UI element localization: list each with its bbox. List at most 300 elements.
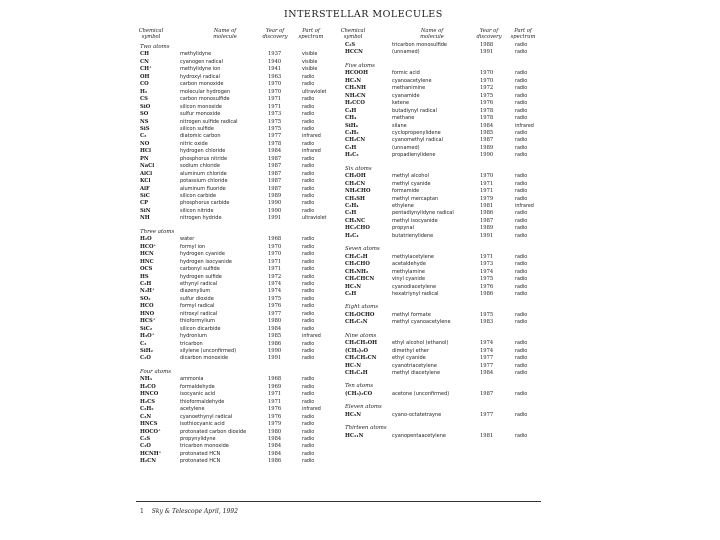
molecule-name: silane bbox=[392, 122, 407, 129]
molecule-symbol: CH₄ bbox=[345, 115, 357, 122]
spectrum-part: radio bbox=[302, 392, 315, 398]
molecule-name: hydrogen sulfide bbox=[180, 273, 222, 280]
spectrum-part: infrared bbox=[302, 334, 321, 340]
molecule-symbol: HC₉N bbox=[345, 411, 362, 418]
molecule-name: cyclopropenylidene bbox=[392, 129, 441, 136]
spectrum-part: radio bbox=[515, 269, 528, 275]
discovery-year: 1984 bbox=[268, 325, 282, 332]
discovery-year: 1987 bbox=[268, 170, 282, 177]
discovery-year: 1984 bbox=[480, 122, 494, 129]
molecule-symbol: (CH₃)₂CO bbox=[345, 390, 373, 397]
molecule-name: phosphorus carbide bbox=[180, 200, 230, 207]
discovery-year: 1975 bbox=[268, 118, 282, 125]
spectrum-part: visible bbox=[302, 59, 318, 65]
molecule-symbol: HC₅N bbox=[345, 283, 362, 290]
molecule-name: ketene bbox=[392, 100, 410, 107]
group-label: Five atoms bbox=[345, 62, 375, 69]
molecule-name: sulfur dioxide bbox=[180, 295, 214, 302]
molecule-name: molecular hydrogen bbox=[180, 88, 231, 95]
molecule-symbol: HCOOH bbox=[345, 70, 368, 77]
molecule-symbol: C₃ bbox=[140, 340, 147, 347]
spectrum-part: radio bbox=[515, 50, 528, 56]
source-date: April, 1992 bbox=[203, 508, 238, 515]
molecule-symbol: C₂O bbox=[140, 355, 151, 362]
discovery-year: 1980 bbox=[268, 318, 282, 325]
molecule-symbol: NH₂CHO bbox=[345, 188, 371, 195]
discovery-year: 1981 bbox=[480, 203, 494, 209]
molecule-name: methyl formate bbox=[392, 311, 431, 318]
molecule-name: cyanamide bbox=[392, 92, 420, 99]
molecule-name: propadienylidene bbox=[392, 152, 436, 159]
molecule-symbol: HOCO⁺ bbox=[140, 428, 161, 435]
molecule-name: hexatriynyl radical bbox=[392, 290, 439, 297]
spectrum-part: radio bbox=[515, 211, 528, 217]
molecule-symbol: C₂H₄ bbox=[345, 203, 359, 209]
discovery-year: 1986 bbox=[268, 340, 282, 347]
group-label: Seven atoms bbox=[345, 246, 380, 253]
discovery-year: 1976 bbox=[480, 283, 494, 290]
group-label: Six atoms bbox=[345, 165, 372, 172]
discovery-year: 1991 bbox=[480, 232, 494, 239]
molecule-symbol: C₂ bbox=[140, 133, 147, 140]
molecule-symbol: SiH₂ bbox=[140, 348, 153, 354]
discovery-year: 1987 bbox=[268, 163, 282, 170]
molecule-name: formyl ion bbox=[180, 243, 206, 250]
discovery-year: 1972 bbox=[480, 85, 494, 92]
group-label: Four atoms bbox=[140, 368, 171, 375]
molecule-name: protonated HCN bbox=[180, 458, 221, 465]
discovery-year: 1940 bbox=[268, 58, 282, 65]
molecule-symbol: H₃O⁺ bbox=[140, 333, 155, 340]
group-label: Nine atoms bbox=[345, 332, 377, 339]
molecule-symbol: C₂H₂ bbox=[140, 406, 154, 413]
molecule-name: silicon sulfide bbox=[180, 125, 214, 132]
spectrum-part: radio bbox=[302, 422, 315, 428]
spectrum-part: radio bbox=[302, 326, 315, 332]
molecule-name: diatomic carbon bbox=[180, 133, 221, 140]
molecule-name: water bbox=[180, 236, 195, 243]
spectrum-part: radio bbox=[515, 145, 528, 151]
spectrum-part: radio bbox=[302, 436, 315, 442]
molecule-name: sulfur monoxide bbox=[180, 111, 221, 118]
molecule-symbol: SiS bbox=[140, 125, 150, 132]
spectrum-part: radio bbox=[302, 164, 315, 170]
group-label: Two atoms bbox=[140, 44, 170, 50]
molecule-symbol: HNCS bbox=[140, 421, 158, 428]
molecule-name: silicon dicarbide bbox=[180, 325, 221, 332]
spectrum-part: radio bbox=[302, 126, 315, 132]
group-label: Eight atoms bbox=[345, 304, 378, 311]
group-label: Eleven atoms bbox=[345, 404, 382, 411]
molecule-symbol: SiN bbox=[140, 207, 151, 214]
discovery-year: 1972 bbox=[268, 273, 282, 280]
spectrum-part: radio bbox=[515, 226, 528, 232]
molecule-name: carbonyl sulfide bbox=[180, 266, 220, 273]
spectrum-part: radio bbox=[302, 451, 315, 457]
molecule-name: acetaldehyde bbox=[392, 261, 426, 268]
discovery-year: 1990 bbox=[268, 200, 282, 207]
header-name-right: Name of molecule bbox=[420, 28, 444, 40]
discovery-year: 1976 bbox=[268, 406, 282, 413]
spectrum-part: radio bbox=[515, 71, 528, 77]
molecule-symbol: N₂H⁺ bbox=[140, 288, 155, 295]
discovery-year: 1987 bbox=[268, 185, 282, 192]
discovery-year: 1971 bbox=[480, 253, 494, 260]
discovery-year: 1991 bbox=[268, 215, 282, 222]
discovery-year: 1984 bbox=[268, 148, 282, 155]
molecule-symbol: OH bbox=[140, 73, 150, 80]
header-spectrum-left: Part of spectrum bbox=[298, 28, 324, 40]
molecule-symbol: H₂C₃ bbox=[345, 152, 359, 159]
spectrum-part: radio bbox=[302, 74, 315, 80]
spectrum-part: radio bbox=[302, 179, 315, 185]
molecule-name: formyl radical bbox=[180, 303, 215, 310]
molecule-symbol: CO bbox=[140, 81, 149, 88]
spectrum-part: radio bbox=[515, 320, 528, 326]
discovery-year: 1984 bbox=[480, 370, 494, 376]
spectrum-part: infrared bbox=[515, 123, 534, 129]
discovery-year: 1976 bbox=[268, 303, 282, 310]
spectrum-part: radio bbox=[515, 277, 528, 283]
molecule-name: silicon carbide bbox=[180, 193, 217, 199]
discovery-year: 1973 bbox=[480, 261, 494, 268]
molecule-name: isothiocyanic acid bbox=[180, 421, 225, 428]
molecule-name: methyl diacetylene bbox=[392, 370, 441, 376]
discovery-year: 1975 bbox=[480, 311, 494, 318]
discovery-year: 1963 bbox=[268, 73, 282, 80]
discovery-year: 1975 bbox=[268, 125, 282, 132]
page-number: 1 bbox=[140, 508, 144, 515]
header-year-right: Year of discovery bbox=[476, 28, 502, 40]
molecule-symbol: HS bbox=[140, 273, 149, 280]
molecule-name: silicon monoxide bbox=[180, 103, 222, 110]
molecule-symbol: SO₂ bbox=[140, 295, 151, 302]
discovery-year: 1968 bbox=[268, 376, 282, 383]
discovery-year: 1991 bbox=[268, 355, 282, 362]
discovery-year: 1977 bbox=[268, 133, 282, 140]
molecule-name: dimethyl ether bbox=[392, 347, 429, 354]
discovery-year: 1990 bbox=[268, 348, 282, 354]
discovery-year: 1988 bbox=[480, 42, 494, 48]
page-title: INTERSTELLAR MOLECULES bbox=[284, 9, 443, 20]
discovery-year: 1976 bbox=[268, 413, 282, 420]
spectrum-part: radio bbox=[515, 78, 528, 84]
molecule-name: methyl isocyanide bbox=[392, 217, 438, 224]
molecule-symbol: AlCl bbox=[140, 170, 153, 177]
discovery-year: 1974 bbox=[480, 268, 494, 275]
discovery-year: 1971 bbox=[268, 258, 282, 265]
spectrum-part: radio bbox=[302, 274, 315, 280]
discovery-year: 1978 bbox=[480, 115, 494, 122]
spectrum-part: radio bbox=[302, 414, 315, 420]
spectrum-part: radio bbox=[515, 391, 528, 397]
discovery-year: 1969 bbox=[268, 383, 282, 390]
molecule-symbol: KCl bbox=[140, 178, 151, 185]
discovery-year: 1970 bbox=[480, 70, 494, 77]
molecule-symbol: C₃H₂ bbox=[345, 129, 359, 136]
spectrum-part: ultraviolet bbox=[302, 89, 327, 95]
discovery-year: 1974 bbox=[268, 288, 282, 295]
molecule-name: protonated HCN bbox=[180, 450, 221, 457]
discovery-year: 1980 bbox=[268, 428, 282, 435]
discovery-year: 1987 bbox=[268, 178, 282, 185]
molecule-symbol: NS bbox=[140, 118, 149, 125]
discovery-year: 1974 bbox=[480, 340, 494, 347]
spectrum-part: infrared bbox=[302, 149, 321, 155]
discovery-year: 1975 bbox=[480, 92, 494, 99]
molecule-symbol: C₃O bbox=[140, 443, 151, 450]
spectrum-part: radio bbox=[515, 116, 528, 122]
molecule-name: cyanopentaacetylene bbox=[392, 432, 446, 439]
molecule-name: methylidyne bbox=[180, 51, 212, 58]
molecule-symbol: CH₃C₃N bbox=[345, 319, 368, 326]
header-symbol-right: Chemical symbol bbox=[340, 28, 366, 40]
group-label: Three atoms bbox=[140, 228, 175, 235]
molecule-symbol: CH₃SH bbox=[345, 195, 365, 202]
discovery-year: 1977 bbox=[268, 310, 282, 317]
molecule-name: pentadiynylidyne radical bbox=[392, 210, 454, 217]
spectrum-part: ultraviolet bbox=[302, 216, 327, 222]
molecule-name: hydronium bbox=[180, 333, 207, 340]
molecule-name: sodium chloride bbox=[180, 163, 220, 170]
spectrum-part: radio bbox=[302, 444, 315, 450]
molecule-name: hydroxyl radical bbox=[180, 73, 220, 80]
molecule-symbol: NO bbox=[140, 140, 150, 147]
spectrum-part: radio bbox=[515, 262, 528, 268]
discovery-year: 1970 bbox=[480, 77, 494, 84]
discovery-year: 1971 bbox=[480, 180, 494, 187]
spectrum-part: radio bbox=[302, 194, 315, 199]
spectrum-part: visible bbox=[302, 52, 318, 58]
discovery-year: 1977 bbox=[480, 411, 494, 418]
molecule-name: isocyanic acid bbox=[180, 391, 216, 398]
molecule-name: methanimine bbox=[392, 85, 426, 92]
molecule-name: ethyl cyanide bbox=[392, 355, 426, 362]
spectrum-part: radio bbox=[302, 429, 315, 435]
molecule-symbol: H₂CS bbox=[140, 398, 156, 405]
molecule-symbol: HCCN bbox=[345, 49, 363, 56]
discovery-year: 1985 bbox=[480, 129, 494, 136]
molecule-name: nitroxyl radical bbox=[180, 310, 218, 317]
spectrum-part: radio bbox=[515, 291, 528, 297]
spectrum-part: infrared bbox=[515, 204, 534, 209]
discovery-year: 1978 bbox=[480, 107, 494, 114]
molecule-name: methylidyne ion bbox=[180, 66, 221, 73]
molecule-symbol: CH₂NH bbox=[345, 85, 366, 92]
molecule-name: ethylene bbox=[392, 203, 414, 209]
spectrum-part: radio bbox=[302, 289, 315, 295]
molecule-symbol: CH₃CH₂OH bbox=[345, 340, 378, 347]
spectrum-part: radio bbox=[302, 141, 315, 147]
molecule-symbol: OCS bbox=[140, 266, 153, 273]
molecule-symbol: SO bbox=[140, 111, 149, 118]
discovery-year: 1970 bbox=[268, 88, 282, 95]
spectrum-part: radio bbox=[302, 399, 315, 405]
spectrum-part: radio bbox=[302, 186, 315, 192]
discovery-year: 1971 bbox=[268, 398, 282, 405]
molecule-symbol: H₂CO bbox=[140, 383, 156, 390]
spectrum-part: radio bbox=[302, 349, 315, 354]
discovery-year: 1976 bbox=[480, 100, 494, 107]
bottom-rule bbox=[136, 501, 541, 502]
molecule-name: aluminum chloride bbox=[180, 170, 227, 177]
molecule-symbol: HC₁₁N bbox=[345, 432, 364, 439]
molecule-symbol: PN bbox=[140, 155, 149, 162]
spectrum-part: radio bbox=[515, 181, 528, 187]
molecule-name: tricarbon monoxide bbox=[180, 443, 229, 450]
molecule-symbol: HC₂CHO bbox=[345, 225, 370, 232]
molecule-symbol: CH₃OCHO bbox=[345, 311, 375, 318]
discovery-year: 1979 bbox=[480, 195, 494, 202]
molecule-symbol: C₆H bbox=[345, 290, 357, 297]
molecule-name: hydrogen chloride bbox=[180, 148, 226, 155]
molecule-name: thioformylium bbox=[180, 318, 216, 325]
spectrum-part: radio bbox=[302, 252, 315, 258]
molecule-symbol: CH₂CHCN bbox=[345, 276, 375, 283]
spectrum-part: radio bbox=[302, 156, 315, 162]
spectrum-part: infrared bbox=[302, 134, 321, 140]
molecule-name: nitric oxide bbox=[180, 140, 208, 147]
molecule-symbol: NaCl bbox=[140, 163, 155, 170]
molecule-symbol: H₂C₄ bbox=[345, 232, 359, 239]
molecule-name: dicarbon monoxide bbox=[180, 355, 229, 362]
molecule-name: butatrienylidene bbox=[392, 232, 434, 239]
molecule-name: methyl cyanide bbox=[392, 180, 431, 187]
spectrum-part: radio bbox=[302, 97, 315, 103]
spectrum-part: radio bbox=[515, 43, 528, 48]
molecule-name: acetylene bbox=[180, 406, 205, 413]
discovery-year: 1987 bbox=[480, 217, 494, 224]
molecule-symbol: CH₃C₂H bbox=[345, 253, 368, 260]
discovery-year: 1987 bbox=[480, 390, 494, 397]
molecule-symbol: H₂O bbox=[140, 236, 152, 243]
molecule-name: methyl alcohol bbox=[392, 173, 429, 180]
molecule-name: (unnamed) bbox=[392, 144, 420, 151]
molecule-symbol: HCS⁺ bbox=[140, 318, 156, 325]
molecule-name: methyl mercaptan bbox=[392, 195, 439, 202]
discovery-year: 1970 bbox=[268, 251, 282, 258]
spectrum-part: radio bbox=[302, 82, 315, 88]
spectrum-part: radio bbox=[515, 189, 528, 195]
discovery-year: 1977 bbox=[480, 355, 494, 362]
molecule-symbol: HCO⁺ bbox=[140, 243, 157, 250]
molecule-name: tricarbon monosulfide bbox=[392, 42, 447, 48]
spectrum-part: radio bbox=[302, 237, 315, 243]
molecule-symbol: (CH₃)₂O bbox=[345, 347, 369, 354]
header-name-left: Name of molecule bbox=[213, 28, 237, 40]
molecule-symbol: CS bbox=[140, 96, 148, 103]
spectrum-part: radio bbox=[302, 319, 315, 325]
molecule-name: cyanoethynyl radical bbox=[180, 413, 233, 420]
discovery-year: 1970 bbox=[480, 173, 494, 180]
discovery-year: 1978 bbox=[268, 140, 282, 147]
molecule-symbol: CP bbox=[140, 200, 149, 207]
spectrum-part: visible bbox=[302, 67, 318, 73]
discovery-year: 1984 bbox=[268, 443, 282, 450]
molecule-name: ethynyl radical bbox=[180, 280, 218, 287]
discovery-year: 1971 bbox=[268, 96, 282, 103]
molecule-symbol: NH₂CN bbox=[345, 92, 366, 99]
molecule-name: cyanotriacetylene bbox=[392, 362, 437, 369]
spectrum-part: radio bbox=[515, 233, 528, 239]
spectrum-part: radio bbox=[302, 112, 315, 118]
discovery-year: 1971 bbox=[480, 188, 494, 195]
molecule-name: carbon monoxide bbox=[180, 81, 224, 88]
molecule-symbol: SiC bbox=[140, 193, 150, 199]
spectrum-part: radio bbox=[515, 218, 528, 224]
molecule-name: cyanomethyl radical bbox=[392, 137, 443, 144]
molecule-symbol: CH₃CHO bbox=[345, 261, 370, 268]
spectrum-part: radio bbox=[515, 93, 528, 99]
discovery-year: 1971 bbox=[268, 266, 282, 273]
molecule-name: methane bbox=[392, 115, 415, 122]
molecule-name: cyanodiacetylene bbox=[392, 283, 437, 290]
molecule-name: vinyl cyanide bbox=[392, 276, 426, 283]
molecule-symbol: H₂ bbox=[140, 88, 148, 95]
molecule-symbol: CH₃NH₂ bbox=[345, 268, 369, 275]
molecule-name: hydrogen cyanide bbox=[180, 251, 225, 258]
discovery-year: 1983 bbox=[480, 319, 494, 326]
molecule-name: ammonia bbox=[180, 376, 204, 383]
discovery-year: 1989 bbox=[268, 193, 282, 199]
source-credit: Sky & Telescope bbox=[151, 508, 203, 515]
header-spectrum-right: Part of spectrum bbox=[510, 28, 536, 40]
molecule-symbol: H₂CN bbox=[140, 458, 157, 465]
spectrum-part: radio bbox=[302, 104, 315, 110]
spectrum-part: radio bbox=[302, 304, 315, 310]
spectrum-part: radio bbox=[515, 284, 528, 290]
molecule-name: butadiynyl radical bbox=[392, 107, 437, 114]
molecule-symbol: C₄H bbox=[345, 107, 357, 114]
molecule-symbol: HNCO bbox=[140, 391, 159, 398]
molecule-symbol: CH₃CH₂CN bbox=[345, 355, 377, 362]
spectrum-part: radio bbox=[515, 312, 528, 318]
spectrum-part: radio bbox=[515, 356, 528, 362]
molecule-symbol: H₂CCO bbox=[345, 100, 365, 107]
discovery-year: 1975 bbox=[480, 276, 494, 283]
spectrum-part: radio bbox=[302, 119, 315, 125]
discovery-year: 1984 bbox=[268, 435, 282, 442]
discovery-year: 1986 bbox=[480, 290, 494, 297]
spectrum-part: radio bbox=[302, 267, 315, 273]
footer bbox=[140, 508, 238, 515]
discovery-year: 1991 bbox=[480, 49, 494, 56]
spectrum-part: radio bbox=[515, 254, 528, 260]
molecule-name: potassium chloride bbox=[180, 178, 228, 185]
discovery-year: 1986 bbox=[268, 458, 282, 465]
molecule-symbol: HC₃N bbox=[345, 77, 362, 84]
discovery-year: 1989 bbox=[480, 144, 494, 151]
discovery-year: 1989 bbox=[480, 225, 494, 232]
molecule-symbol: CH₃NC bbox=[345, 217, 366, 224]
molecule-name: formamide bbox=[392, 188, 420, 195]
molecule-name: silicon nitride bbox=[180, 207, 214, 214]
spectrum-part: radio bbox=[515, 371, 528, 376]
discovery-year: 1968 bbox=[268, 236, 282, 243]
molecule-name: cyano-octatetrayne bbox=[392, 411, 442, 418]
molecule-symbol: CN bbox=[140, 58, 149, 65]
spectrum-part: radio bbox=[515, 412, 528, 418]
molecule-name: acetone (unconfirmed) bbox=[392, 390, 450, 397]
spectrum-part: radio bbox=[515, 341, 528, 347]
molecule-symbol: SiO bbox=[140, 103, 151, 110]
molecule-symbol: NH₃ bbox=[140, 376, 152, 383]
spectrum-part: radio bbox=[302, 201, 315, 207]
molecule-symbol: CH₂CN bbox=[345, 137, 366, 144]
molecule-name: thioformaldehyde bbox=[180, 398, 225, 405]
molecule-name: protonated carbon dioxide bbox=[180, 428, 247, 435]
discovery-year: 1974 bbox=[268, 280, 282, 287]
